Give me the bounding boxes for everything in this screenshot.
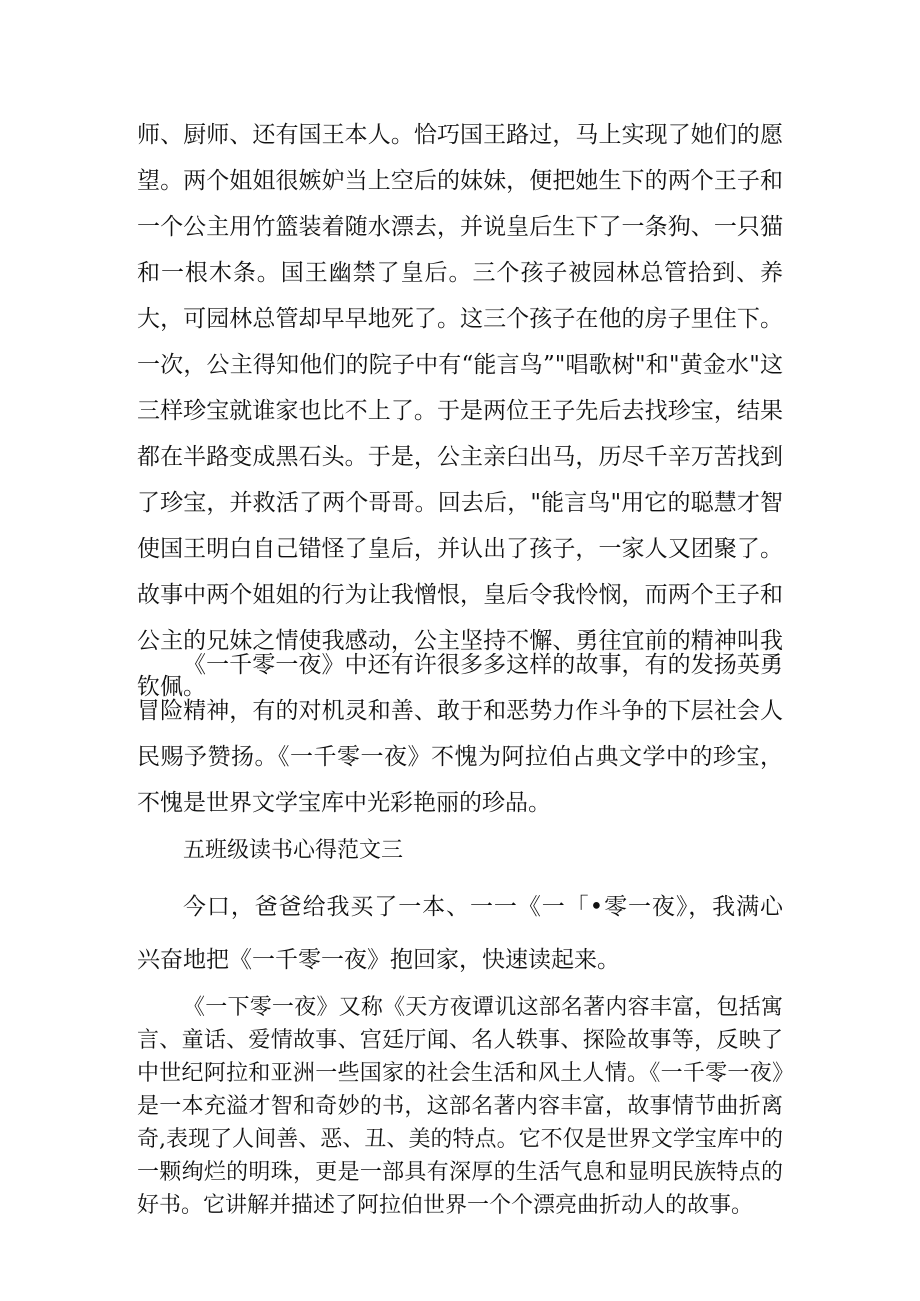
- paragraph-book-praise: 《一千零一夜》中还有许很多多这样的故事，有的发扬英勇冒险精神，有的对机灵和善、敢于和恶势力作斗争的下层社会人民赐予赞扬。《一千零一夜》不愧为阿拉伯占典文学中的珍宝，不愧是世界文学宝库中光彩艳丽的珍品。: [137, 652, 783, 816]
- paragraph-story-summary: 师、厨师、还有国王本人。恰巧国王路过，马上实现了她们的愿望。两个姐姐很嫉妒当上空后的妹妹，便把她生下的两个王子和一个公主用竹篮装着随水漂去，并说皇后生下了一条狗、一只猫和一根木条。国王幽禁了皇后。三个孩子被园林总管拾到、养大，可园林总管却早早地死了。这三个孩子在他的房子里住下。一次，公主得知他们的院子中有“能言鸟”"唱歌树"和"黄金水"这三样珍宝就谁家也比不上了。于是两位王子先后去找珍宝，结果都在半路变成黑石头。于是，公主亲臼出马，历尽千辛万苦找到了珍宝，并救活了两个哥哥。回去后，"能言鸟"用它的聪慧才智使国王明白自己错怪了皇后，并认出了孩子，一家人又团聚了。故事中两个姐姐的行为让我憎恨，皇后令我怜悯，而两个王子和公主的兄妹之情使我感动，公主坚持不懈、勇往宜前的精神叫我钦佩。: [137, 122, 783, 700]
- section-heading: 五班级读书心得范文三: [183, 838, 404, 863]
- paragraph-book-description: 《一下零一夜》又称《天方夜谭讥这部名著内容丰富，包括寓言、童话、爱情故事、宫廷厅闻、名人轶事、探险故事等，反映了中世纪阿拉和亚洲一些国家的社会生活和风土人情。《一千零一夜》是一本充溢才智和奇妙的书，这部名著内容丰富，故事情节曲折离奇,表现了人间善、恶、丑、美的特点。它不仅是世界文学宝库中的一颗绚烂的明珠，更是一部具有深厚的生活气息和显明民族特点的好书。它讲解并描述了阿拉伯世界一个个漂亮曲折动人的故事。: [137, 995, 783, 1218]
- paragraph-intro: 今口，爸爸给我买了一本、一一《一「•零一夜》，我满心兴奋地把《一千零一夜》抱回家，快速读起来。: [137, 894, 783, 973]
